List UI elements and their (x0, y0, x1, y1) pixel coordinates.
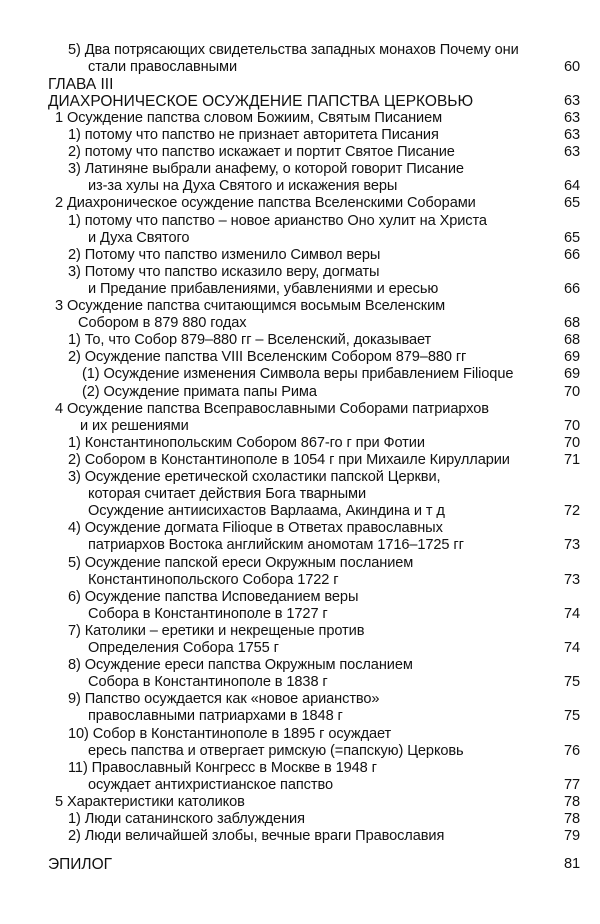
toc-entry-title: и их решениями (80, 417, 189, 434)
toc-page-number: 74 (563, 640, 580, 656)
toc-entry (0, 640, 600, 657)
toc-page-number: 63 (563, 109, 580, 126)
toc-entry-title: Собором в 879 880 годах (78, 315, 247, 332)
toc-page-number: 63 (563, 127, 580, 143)
toc-entry (0, 384, 600, 401)
toc-entry (0, 435, 600, 452)
toc-entry (0, 674, 600, 691)
toc-page-number: 63 (563, 144, 580, 161)
toc-page-number: 75 (563, 708, 580, 725)
toc-entry (0, 59, 600, 76)
toc-entry-title: 3) Потому что папство исказило веру, догматы (68, 263, 380, 280)
toc-entry (0, 777, 600, 794)
toc-entry (0, 691, 600, 708)
toc-entry-title: 5) Осуждение папской ереси Окружным посланием (68, 554, 414, 571)
toc-entry-title: 2) Осуждение папства VIII Вселенским Собором 879–880 гг (68, 349, 467, 366)
toc-page-number: 60 (563, 58, 580, 75)
toc-page-number: 71 (563, 451, 580, 468)
toc-entry (0, 247, 600, 264)
toc-entry (0, 657, 600, 674)
toc-page-number: 74 (563, 605, 580, 622)
toc-entry (0, 469, 600, 486)
chapter-heading (0, 76, 600, 93)
toc-entry-title: ересь папства и отвергает римскую (=папскую) Церковь (88, 742, 464, 759)
toc-entry-title: 2 Диахроническое осуждение папства Вселенскими Соборами (55, 195, 476, 212)
toc-entry (0, 828, 600, 845)
toc-page-number: 69 (563, 349, 580, 366)
toc-page-number: 81 (563, 855, 580, 872)
toc-entry-title: православными патриархами в 1848 г (88, 708, 343, 725)
toc-entry (0, 349, 600, 366)
toc-entry (0, 726, 600, 743)
toc-entry (0, 366, 600, 383)
toc-page-number: 68 (563, 332, 580, 349)
toc-entry-title: 1 Осуждение папства словом Божиим, Святым Писанием (55, 109, 443, 126)
toc-page-number: 65 (563, 195, 580, 212)
toc-entry-title: (2) Осуждение примата папы Рима (82, 383, 317, 400)
toc-page-number: 69 (563, 366, 580, 383)
toc-entry (0, 452, 600, 469)
toc-entry (0, 161, 600, 178)
toc-page-number: 65 (563, 229, 580, 246)
toc-entry (0, 110, 600, 127)
toc-entry-title: 7) Католики – еретики и некрещеные против (68, 622, 365, 639)
toc-entry (0, 486, 600, 503)
toc-page-number: 79 (563, 828, 580, 845)
toc-entry-title: 6) Осуждение папства Исповеданием веры (68, 588, 359, 605)
toc-page-number: 78 (563, 793, 580, 810)
toc-entry (0, 401, 600, 418)
toc-entry (0, 418, 600, 435)
toc-page-number: 72 (563, 503, 580, 520)
toc-entry (0, 606, 600, 623)
toc-entry-title: 2) Люди величайшей злобы, вечные враги Православия (68, 828, 445, 845)
toc-entry-title: и Духа Святого (88, 229, 190, 246)
toc-entry-epilogue (0, 856, 600, 873)
toc-entry-title: ДИАХРОНИЧЕСКОЕ ОСУЖДЕНИЕ ПАПСТВА ЦЕРКОВЬЮ (48, 92, 474, 110)
toc-entry-title: Определения Собора 1755 г (88, 640, 279, 656)
toc-entry-title: стали православными (88, 58, 238, 75)
toc-entry-title: Собора в Константинополе в 1838 г (88, 674, 328, 691)
toc-entry (0, 144, 600, 161)
toc-entry (0, 281, 600, 298)
toc-entry (0, 520, 600, 537)
toc-entry-title: 4) Осуждение догмата Filioque в Ответах православных (68, 520, 443, 537)
toc-entry (0, 623, 600, 640)
toc-entry-title: 1) потому что папство – новое арианство Оно хулит на Христа (68, 212, 487, 229)
toc-entry-title: 3) Латиняне выбрали анафему, о которой говорит Писание (68, 161, 464, 178)
toc-entry-title: (1) Осуждение изменения Символа веры прибавлением Filioque (82, 366, 514, 383)
toc-entry (0, 213, 600, 230)
toc-entry (0, 708, 600, 725)
toc-entry-title: Собора в Константинополе в 1727 г (88, 605, 328, 622)
toc-entry (0, 315, 600, 332)
toc-page-number: 68 (563, 315, 580, 332)
toc-entry-title: ГЛАВА III (48, 75, 114, 93)
toc-page-number: 75 (563, 674, 580, 691)
toc-page-number: 76 (563, 742, 580, 759)
toc-entry (0, 555, 600, 572)
toc-entry (0, 127, 600, 144)
toc-page-number: 70 (563, 434, 580, 451)
toc-entry-title: патриархов Востока английским аномотам 1716–1725 гг (88, 537, 464, 554)
toc-entry (0, 178, 600, 195)
toc-entry (0, 195, 600, 212)
toc-page-number: 70 (563, 383, 580, 400)
toc-page-number: 66 (563, 246, 580, 263)
toc-entry (0, 743, 600, 760)
toc-entry (0, 811, 600, 828)
toc-page-number: 70 (563, 417, 580, 434)
toc-entry-title: 1) потому что папство не признает авторитета Писания (68, 127, 439, 143)
toc-entry-title: Константинопольского Собора 1722 г (88, 571, 339, 588)
toc-entry (0, 794, 600, 811)
toc-entry-title: 2) Собором в Константинополе в 1054 г при Михаиле Кирулларии (68, 451, 510, 468)
toc-entry-title: 4 Осуждение папства Всеправославными Соборами патриархов (55, 400, 489, 417)
toc-entry-title: 2) Потому что папство изменило Символ веры (68, 246, 381, 263)
toc-entry-title: осуждает антихристианское папство (88, 776, 333, 793)
toc-entry (0, 760, 600, 777)
toc-entry (0, 572, 600, 589)
toc-entry-title: 3) Осуждение еретической схоластики папской Церкви, (68, 469, 441, 485)
toc-entry-title: Осуждение антиисихастов Варлаама, Акиндина и т д (88, 503, 445, 520)
toc-entry (0, 298, 600, 315)
toc-page-number: 73 (563, 571, 580, 588)
toc-entry (0, 42, 600, 59)
toc-page-number: 73 (563, 537, 580, 554)
toc-entry (0, 537, 600, 554)
toc-entry-title: 3 Осуждение папства считающимся восьмым Вселенским (55, 298, 446, 314)
toc-entry-title: ЭПИЛОГ (48, 855, 113, 873)
toc-entry-title: 11) Православный Конгресс в Москве в 1948 г (68, 759, 377, 776)
toc-page-number: 64 (563, 178, 580, 195)
toc-entry-title: из-за хулы на Духа Святого и искажения веры (88, 178, 398, 195)
toc-page-number: 63 (563, 92, 580, 109)
toc-page-number: 77 (563, 776, 580, 793)
toc-entry-title: 5 Характеристики католиков (55, 793, 245, 810)
toc-page-number: 78 (563, 811, 580, 827)
toc-entry-title: 10) Собор в Константинополе в 1895 г осуждает (68, 725, 392, 742)
toc-entry-title: 1) Константинопольским Собором 867-го г при Фотии (68, 434, 425, 451)
toc-entry (0, 264, 600, 281)
toc-entry-title: 2) потому что папство искажает и портит Святое Писание (68, 144, 455, 161)
toc-entry-title: 1) Люди сатанинского заблуждения (68, 811, 305, 827)
toc-entry (0, 503, 600, 520)
toc-entry-title: 8) Осуждение ереси папства Окружным посланием (68, 657, 413, 674)
toc-entry (0, 589, 600, 606)
toc-entry (0, 230, 600, 247)
toc-entry-title: 1) То, что Собор 879–880 гг – Вселенский, доказывает (68, 332, 432, 349)
toc-entry-title: 5) Два потрясающих свидетельства западных монахов Почему они (68, 41, 519, 58)
toc-entry-title: и Предание прибавлениями, убавлениями и ересью (88, 280, 439, 297)
toc-entry (0, 93, 600, 110)
toc-entry (0, 332, 600, 349)
toc-entry-title: 9) Папство осуждается как «новое арианство» (68, 691, 380, 708)
toc-page-number: 66 (563, 280, 580, 297)
toc-entry-title: которая считает действия Бога тварными (88, 486, 366, 503)
